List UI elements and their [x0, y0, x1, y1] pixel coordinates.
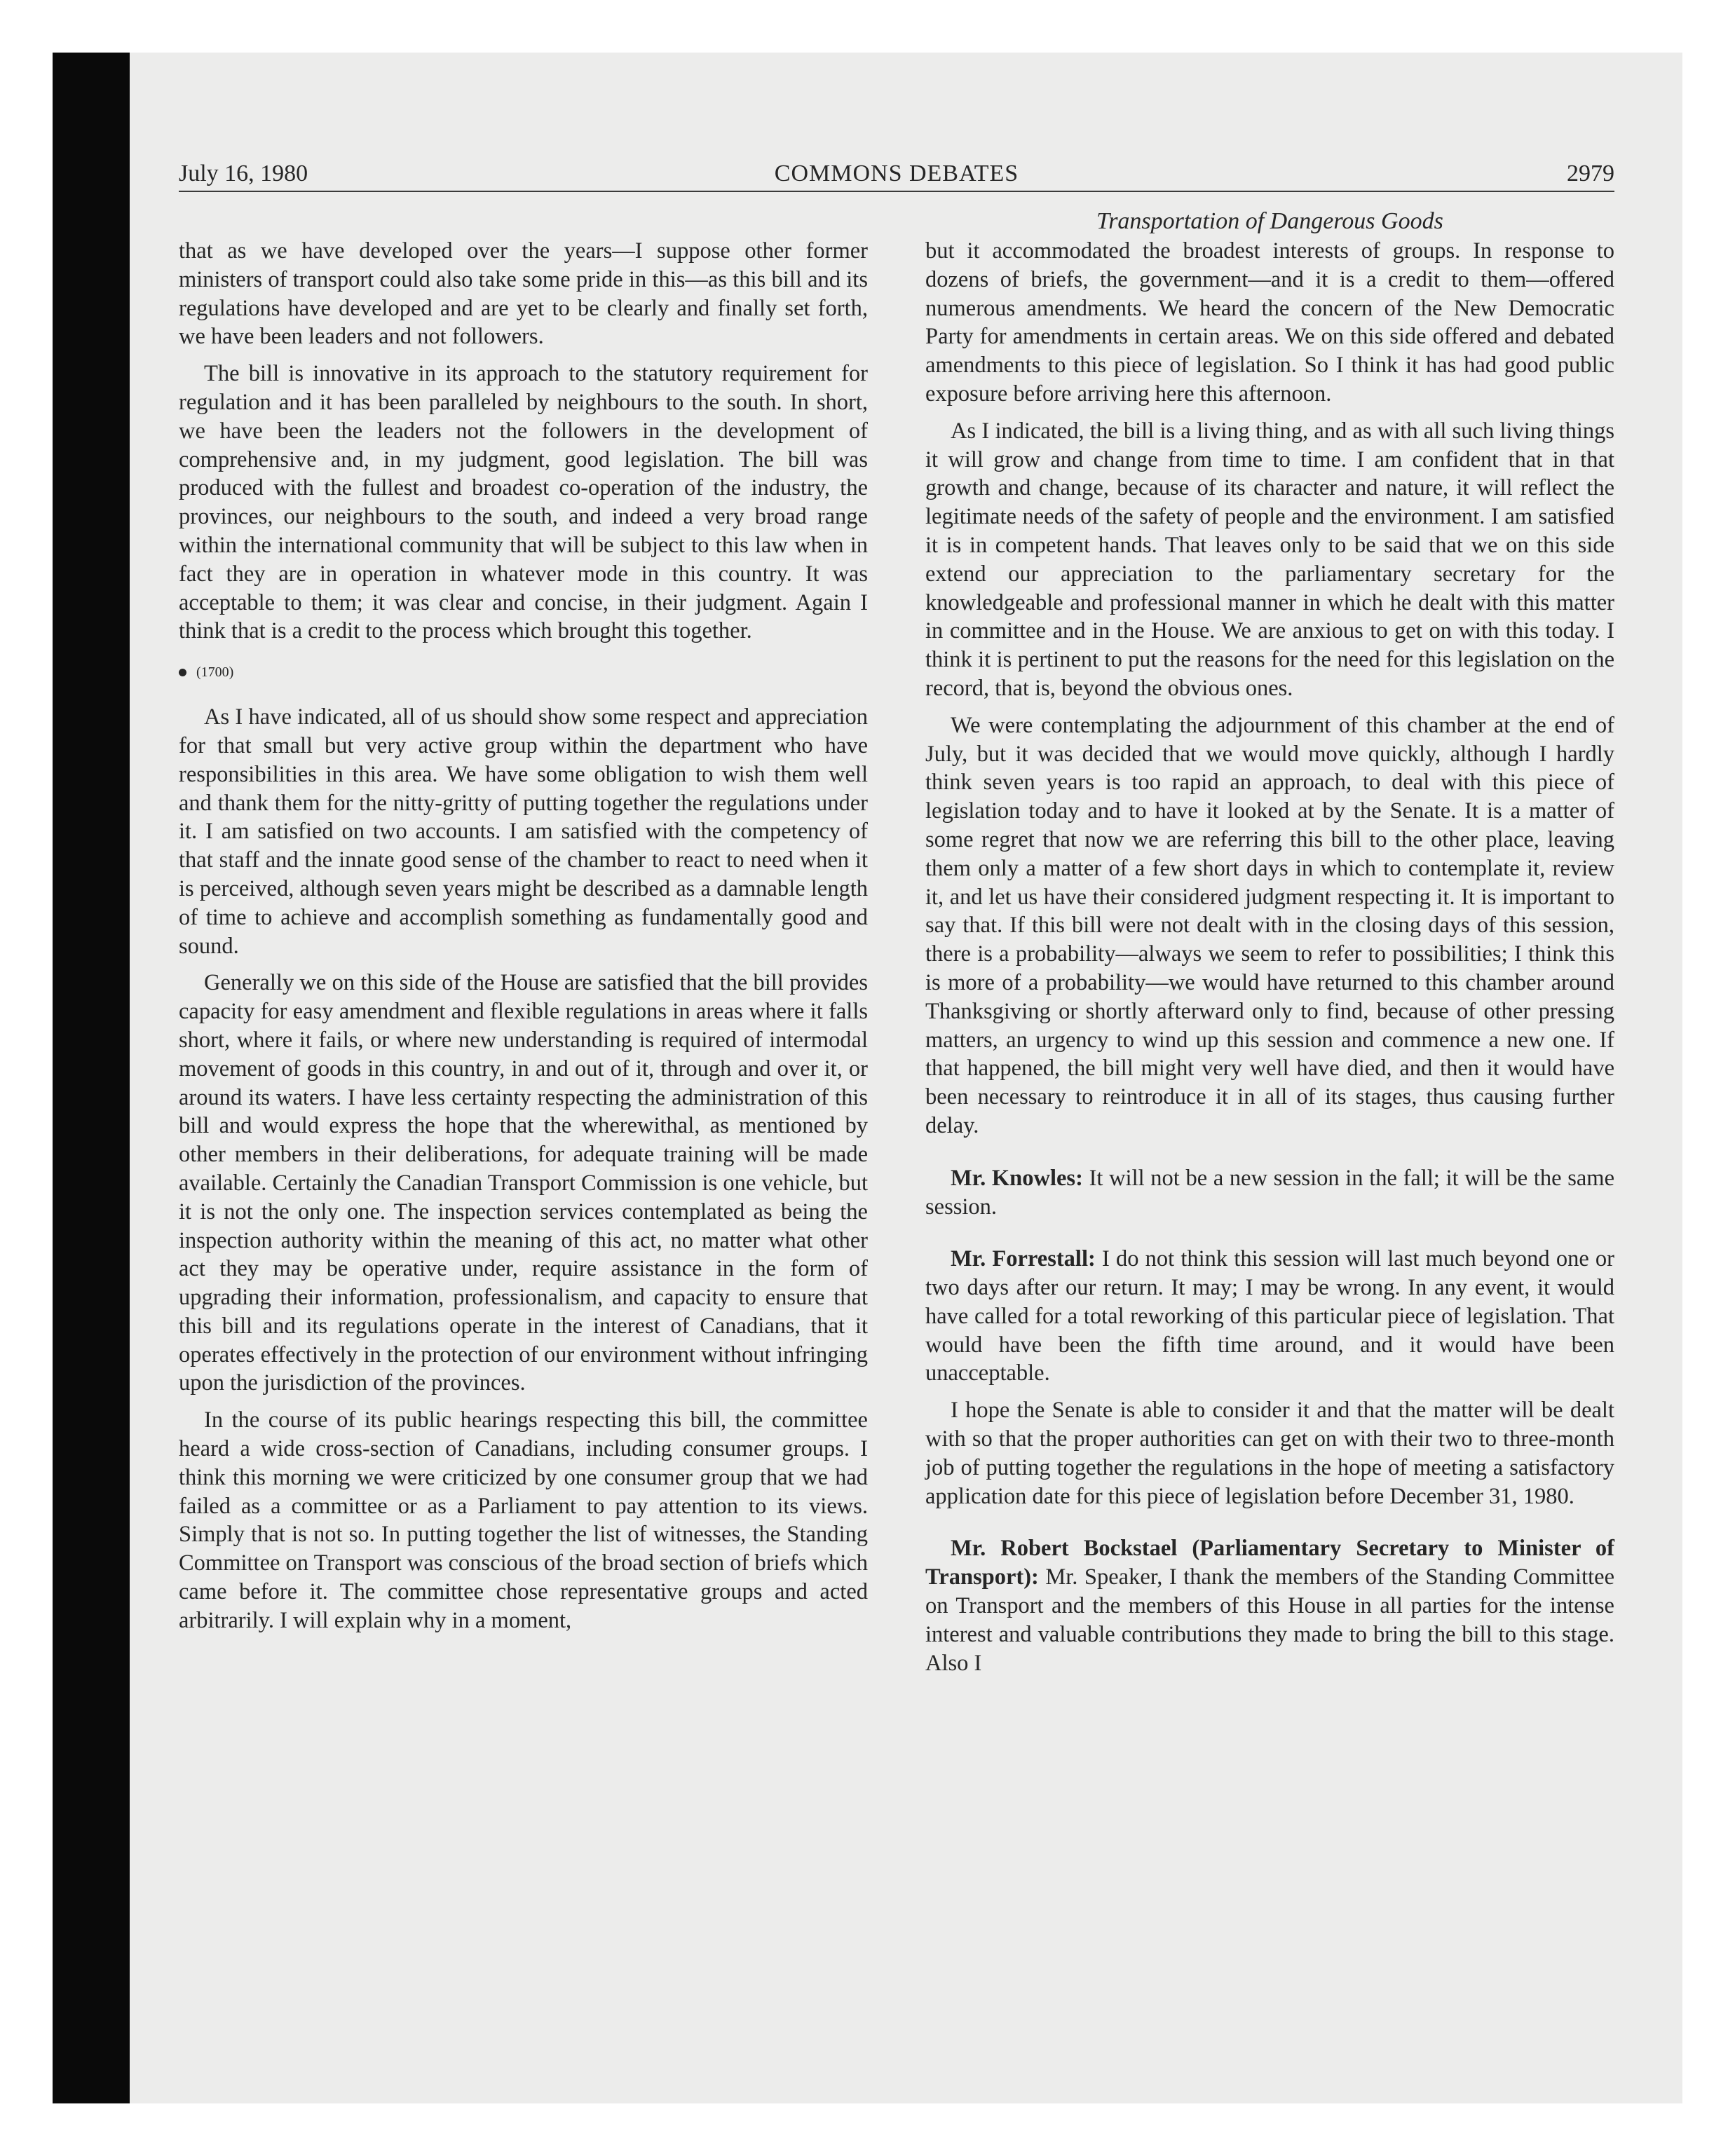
paragraph: but it accommodated the broadest interests of groups. In response to dozens of briefs, the government—and it is a credit to them—offered numerous amendments. We heard the concern of the New Democratic Party for amendments in certain areas. We on this side offered and debated amendments to this piece of legislation. So I think it has had good public exposure before arriving here this afternoon.: [925, 238, 1614, 407]
timestamp-marker: [179, 662, 868, 682]
paragraph: In the course of its public hearings respecting this bill, the committee heard a wide cross-section of Canadians, including consumer groups. I think this morning we were criticized by one consumer group that we had failed as a committee or as a Parliament to pay attention to its views. Simply that is not so. In putting together the list of witnesses, the Standing Committee on Transport was conscious of the broad section of briefs which came before it. The committee chose representative groups and acted arbitrarily. I will explain why in a moment,: [179, 1407, 868, 1633]
header-date: July 16, 1980: [179, 161, 308, 186]
paragraph: As I have indicated, all of us should show some respect and appreciation for that small but very active group within the department who have responsibilities in this area. We have some obligation to wish them well and thank them for the nitty-gritty of putting together the regulations under it. I am satisfied on two accounts. I am satisfied with the competency of that staff and the innate good sense of the chamber to react to need when it is perceived, although seven years might be described as a damnable length of time to achieve and accomplish something as fundamentally good and sound.: [179, 704, 868, 959]
speech-text: I do not think this session will last much beyond one or two days after our return. It may; I may be wrong. In any event, it would have called for a total reworking of this particular piece of legislation. That would have been the fifth time around, and it would have been unacceptable.: [925, 1246, 1614, 1386]
bullet-icon: [179, 669, 186, 676]
header-rule: [179, 191, 1614, 192]
running-head: Transportation of Dangerous Goods: [1096, 208, 1443, 234]
speech-paragraph: [925, 1534, 1614, 1677]
speaker-name: Mr. Robert Bockstael (Parliamentary Secretary to Minister of Transport):: [925, 1536, 1614, 1590]
paragraph: I hope the Senate is able to consider it and that the matter will be dealt with so that the proper authorities can get on with their two to three-month job of putting together the regulations in the hope of meeting a satisfactory application date for this piece of legislation before December 31, 1980.: [925, 1398, 1614, 1509]
right-column: [925, 237, 1614, 1686]
paragraph: The bill is innovative in its approach to the statutory requirement for regulation and it has been paralleled by neighbours to the south. In short, we have been the leaders not the followers in the development of comprehensive and, in my judgment, good legislation. The bill was produced with the fullest and broadest co-operation of the industry, the provinces, our neighbours to the south, and indeed a very broad range within the international community that will be subject to this law when in fact they are in operation in whatever mode in this country. It was acceptable to them; it was clear and concise, in their judgment. Again I think that is a credit to the process which brought this together.: [179, 361, 868, 644]
speech-paragraph: [925, 1245, 1614, 1388]
header-title: COMMONS DEBATES: [774, 161, 1019, 186]
left-column: [179, 237, 868, 1644]
paragraph: As I indicated, the bill is a living thing, and as with all such living things it will grow and change from time to time. I am confident that in that growth and change, because of its character and nature, it will reflect the legitimate needs of the safety of people and the environment. I am satisfied it is in competent hands. That leaves only to be said that we on this side extend our appreciation to the parliamentary secretary for the knowledgeable and professional manner in which he dealt with this matter in committee and in the House. We are anxious to get on with this today. I think it is pertinent to put the reasons for the need for this legislation on the record, that is, beyond the obvious ones.: [925, 418, 1614, 701]
speech-text: It will not be a new session in the fall; it will be the same session.: [925, 1165, 1614, 1220]
speaker-name: Mr. Knowles:: [951, 1165, 1083, 1191]
page-header: [179, 156, 1614, 192]
paragraph: We were contemplating the adjournment of this chamber at the end of July, but it was decided that we would move quickly, although I hardly think seven years is too rapid an approach, to deal with this piece of legislation today and to have it looked at by the Senate. It is a matter of some regret that now we are referring this bill to the other place, leaving them only a matter of a few short days in which to contemplate it, review it, and let us have their considered judgment respecting it. It is important to say that. If this bill were not dealt with in the closing days of this session, there is a probability—always we seem to refer to possibilities; I think this is more of a probability—we would have returned to this chamber around Thanksgiving or shortly afterward only to find, because of other pressing matters, an urgency to wind up this session and commence a new one. If that happened, the bill might very well have died, and then it would have been necessary to reintroduce it in all of its stages, thus causing further delay.: [925, 712, 1614, 1138]
paragraph: that as we have developed over the years—I suppose other former ministers of transport could also take some pride in this—as this bill and its regulations have developed and are yet to be clearly and finally set forth, we have been leaders and not followers.: [179, 238, 868, 350]
timestamp-text: (1700): [196, 664, 234, 681]
page-number: 2979: [1567, 161, 1614, 186]
speech-text: Mr. Speaker, I thank the members of the Standing Committee on Transport and the members of this House in all parties for the intense interest and valuable contributions they made to bring the bill to this stage. Also I: [925, 1564, 1614, 1676]
paragraph: Generally we on this side of the House are satisfied that the bill provides capacity for easy amendment and flexible regulations in areas where it falls short, where it fails, or where new understanding is required of intermodal movement of goods in this country, in and out of it, through and over it, or around its waters. I have less certainty respecting the administration of this bill and would express the hope that the wherewithal, as mentioned by other members in their deliberations, for adequate training will be made available. Certainly the Canadian Transport Commission is one vehicle, but it is not the only one. The inspection services contemplated as being the inspection authority within the meaning of this act, no matter what other act they may be operative under, require assistance in the form of upgrading their information, professionalism, and capacity to ensure that this bill and its regulations operate in the interest of Canadians, that it operates effectively in the protection of our environment without infringing upon the jurisdiction of the provinces.: [179, 970, 868, 1396]
speech-paragraph: [925, 1164, 1614, 1222]
speaker-name: Mr. Forrestall:: [951, 1246, 1096, 1272]
